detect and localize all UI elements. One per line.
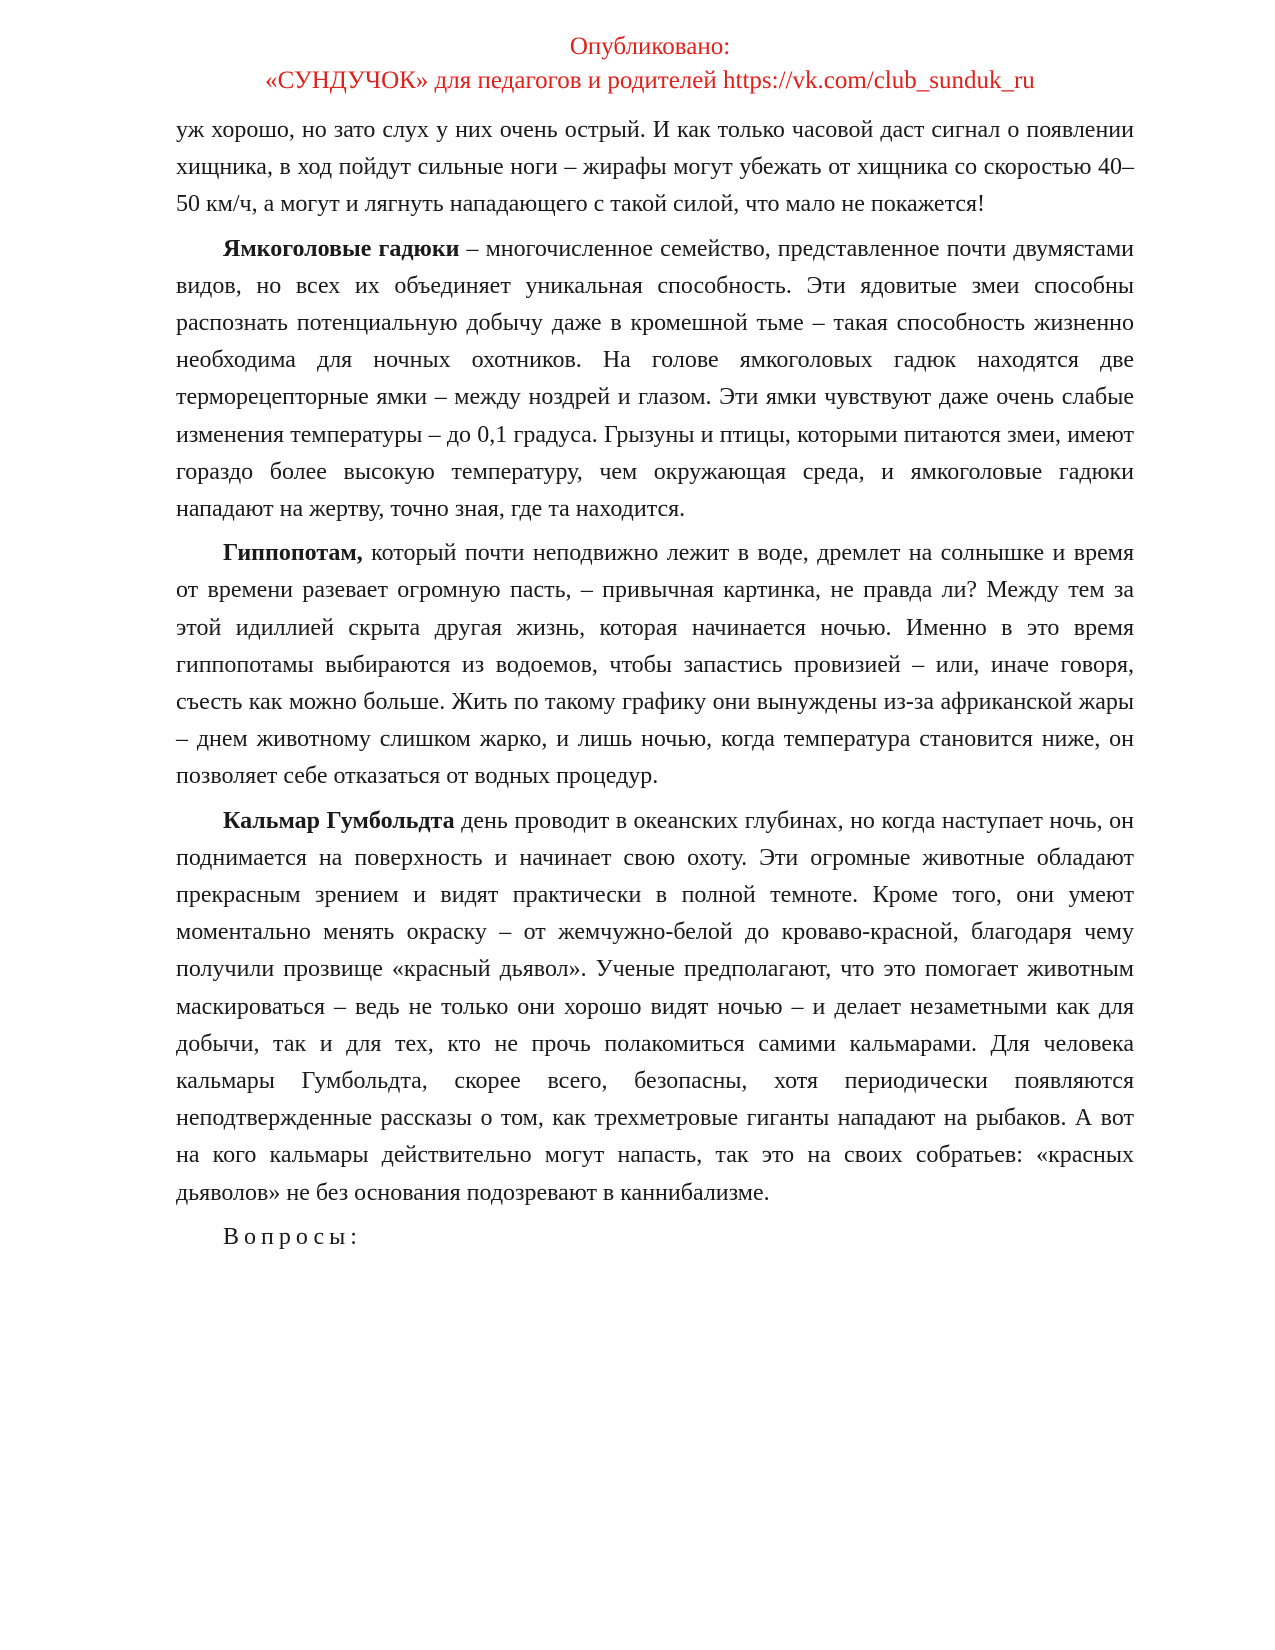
paragraph-hippopotamus bbox=[176, 535, 1134, 795]
document-body bbox=[176, 112, 1134, 1263]
paragraph-pit-vipers bbox=[176, 231, 1134, 529]
questions-heading: Вопросы: bbox=[223, 1223, 362, 1250]
term-pit-vipers: Ямкоголовые гадюки bbox=[223, 235, 460, 262]
header-published-label: Опубликовано: bbox=[569, 33, 731, 60]
publication-header bbox=[160, 30, 1140, 98]
paragraph-text: уж хорошо, но зато слух у них очень острый. И как только часовой даст сигнал о появлении хищника, в ход пойдут сильные ноги – жирафы могут убежать от хищника со скоростью 40–50 км/ч, а могут и лягнуть нападающего с такой силой, что мало не покажется! bbox=[176, 117, 1134, 218]
term-humboldt-squid: Кальмар Гумбольдта bbox=[223, 807, 455, 834]
paragraph-humboldt-squid bbox=[176, 803, 1134, 1212]
paragraph-giraffes-continued bbox=[176, 112, 1134, 224]
paragraph-text: – многочисленное семейство, представленное почти двумястами видов, но всех их объединяет уникальная способность. Эти ядовитые змеи способны распознать потенциальную добычу даже в кромешной тьме – такая способность жизненно необходима для ночных охотников. На голове ямкоголовых гадюк находятся две терморецепторные ямки – между ноздрей и глазом. Эти ямки чувствуют даже очень слабые изменения температуры – до 0,1 градуса. Грызуны и птицы, которыми питаются змеи, имеют гораздо более высокую температуру, чем окружающая среда, и ямкоголовые гадюки нападают на жертву, точно зная, где та находится. bbox=[176, 235, 1134, 523]
header-source-line: «СУНДУЧОК» для педагогов и родителей https://vk.com/club_sunduk_ru bbox=[265, 67, 1035, 94]
paragraph-text: который почти неподвижно лежит в воде, дремлет на солнышке и время от времени разевает огромную пасть, – привычная картинка, не правда ли? Между тем за этой идиллией скрыта другая жизнь, которая начинается ночью. Именно в это время гиппопотамы выбираются из водоемов, чтобы запастись провизией – или, иначе говоря, съесть как можно больше. Жить по такому графику они вынуждены из-за африканской жары – днем животному слишком жарко, и лишь ночью, когда температура становится ниже, он позволяет себе отказаться от водных процедур. bbox=[176, 540, 1134, 790]
term-hippopotamus: Гиппопотам, bbox=[223, 540, 363, 567]
paragraph-text: день проводит в океанских глубинах, но когда наступает ночь, он поднимается на поверхность и начинает свою охоту. Эти огромные животные обладают прекрасным зрением и видят практически в полной темноте. Кроме того, они умеют моментально менять окраску – от жемчужно-белой до кроваво-красной, благодаря чему получили прозвище «красный дьявол». Ученые предполагают, что это помогает животным маскироваться – ведь не только они хорошо видят ночью – и делает незаметными как для добычи, так и для тех, кто не прочь полакомиться самими кальмарами. Для человека кальмары Гумбольдта, скорее всего, безопасны, хотя периодически появляются неподтвержденные рассказы о том, как трехметровые гиганты нападают на рыбаков. А вот на кого кальмары действительно могут напасть, так это на своих собратьев: «красных дьяволов» не без основания подозревают в каннибализме. bbox=[176, 807, 1134, 1206]
